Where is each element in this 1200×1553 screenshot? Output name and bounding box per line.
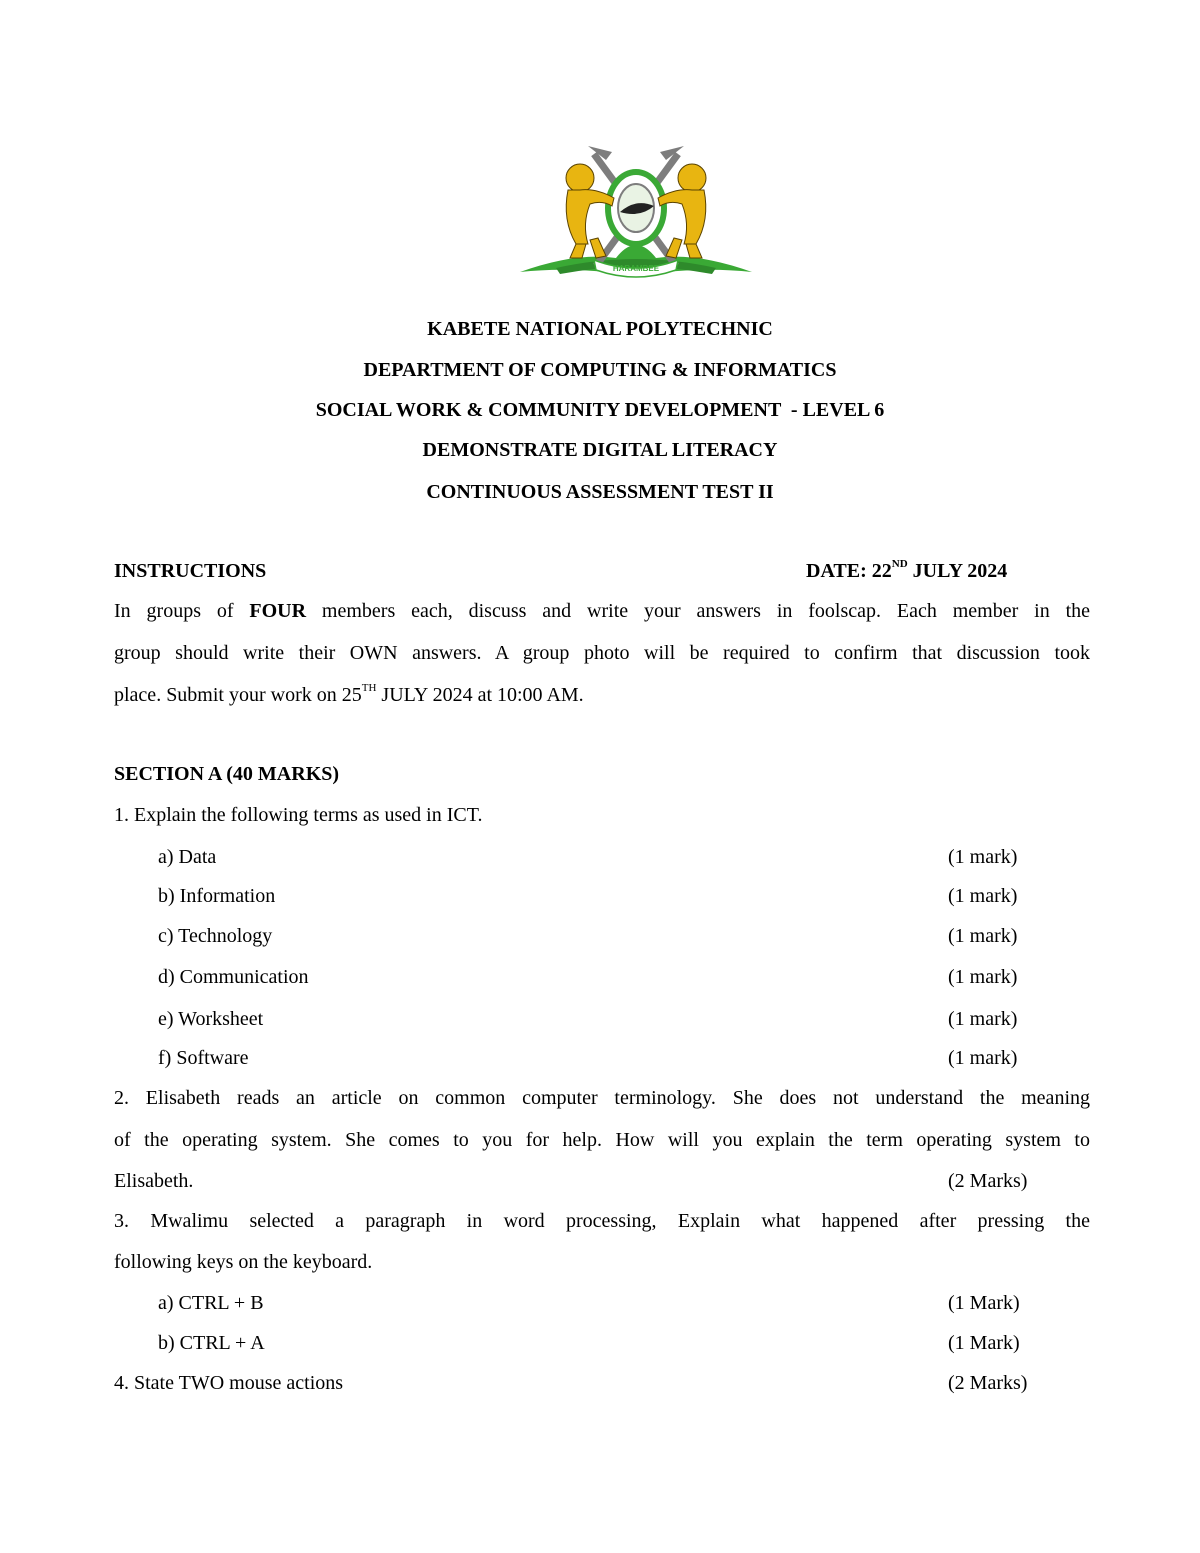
department-name: DEPARTMENT OF COMPUTING & INFORMATICS bbox=[363, 359, 837, 381]
q1-item-b-marks: (1 mark) bbox=[948, 885, 1018, 907]
exam-date bbox=[806, 558, 1007, 584]
instructions-line-3 bbox=[114, 682, 584, 708]
q1-item-c: c) Technology bbox=[158, 925, 273, 947]
unit-name: DEMONSTRATE DIGITAL LITERACY bbox=[422, 439, 778, 461]
instructions-emphasis: FOUR bbox=[249, 600, 307, 622]
q1-item-d-marks: (1 mark) bbox=[948, 966, 1018, 988]
course-name: SOCIAL WORK & COMMUNITY DEVELOPMENT - LEVEL 6 bbox=[315, 399, 885, 421]
kenya-coat-of-arms-icon bbox=[516, 140, 756, 282]
q1-item-a-marks: (1 mark) bbox=[948, 846, 1018, 868]
question-2-line-2: of the operating system. She comes to you for help. How will you explain the term operating system to bbox=[114, 1129, 1090, 1151]
q1-item-a: a) Data bbox=[158, 846, 217, 868]
q1-item-d: d) Communication bbox=[158, 966, 309, 988]
institution-name: KABETE NATIONAL POLYTECHNIC bbox=[427, 318, 773, 340]
question-2-line-3: Elisabeth. bbox=[114, 1170, 194, 1192]
q1-item-f: f) Software bbox=[158, 1047, 249, 1069]
date-suffix: JULY 2024 bbox=[907, 560, 1008, 582]
q1-item-e: e) Worksheet bbox=[158, 1008, 264, 1030]
q1-item-c-marks: (1 mark) bbox=[948, 925, 1018, 947]
q3-item-b: b) CTRL + A bbox=[158, 1332, 265, 1354]
q3-item-b-marks: (1 Mark) bbox=[948, 1332, 1020, 1354]
question-4-marks: (2 Marks) bbox=[948, 1372, 1028, 1394]
q1-item-b: b) Information bbox=[158, 885, 276, 907]
question-2-marks: (2 Marks) bbox=[948, 1170, 1028, 1192]
instructions-line-1 bbox=[114, 598, 1090, 624]
q3-item-a-marks: (1 Mark) bbox=[948, 1292, 1020, 1314]
q3-item-a: a) CTRL + B bbox=[158, 1292, 264, 1314]
instructions-line-2: group should write their OWN answers. A group photo will be required to confirm that discussion took bbox=[114, 642, 1090, 664]
instructions-heading: INSTRUCTIONS bbox=[114, 560, 267, 582]
instructions-line-1-a: In groups of bbox=[114, 600, 250, 622]
instructions-line-1-b: members each, discuss and write your answers in foolscap. Each member in the bbox=[306, 600, 1091, 622]
question-2-line-1: 2. Elisabeth reads an article on common computer terminology. She does not understand the meaning bbox=[114, 1087, 1090, 1109]
question-3-line-1: 3. Mwalimu selected a paragraph in word processing, Explain what happened after pressing the bbox=[114, 1210, 1090, 1232]
section-a-heading: SECTION A (40 MARKS) bbox=[114, 763, 340, 785]
question-1: 1. Explain the following terms as used in ICT. bbox=[114, 804, 483, 826]
date-ordinal: ND bbox=[891, 558, 908, 570]
question-4: 4. State TWO mouse actions bbox=[114, 1372, 344, 1394]
instructions-line-3-b: JULY 2024 at 10:00 AM. bbox=[376, 684, 584, 706]
exam-title: CONTINUOUS ASSESSMENT TEST II bbox=[426, 481, 774, 503]
instructions-line-3-a: place. Submit your work on 25 bbox=[114, 684, 362, 706]
question-3-line-2: following keys on the keyboard. bbox=[114, 1251, 373, 1273]
submit-date-ordinal: TH bbox=[361, 682, 377, 694]
logo-motto: HARAMBEE bbox=[612, 264, 660, 273]
q1-item-e-marks: (1 mark) bbox=[948, 1008, 1018, 1030]
q1-item-f-marks: (1 mark) bbox=[948, 1047, 1018, 1069]
date-prefix: DATE: 22 bbox=[806, 560, 892, 582]
